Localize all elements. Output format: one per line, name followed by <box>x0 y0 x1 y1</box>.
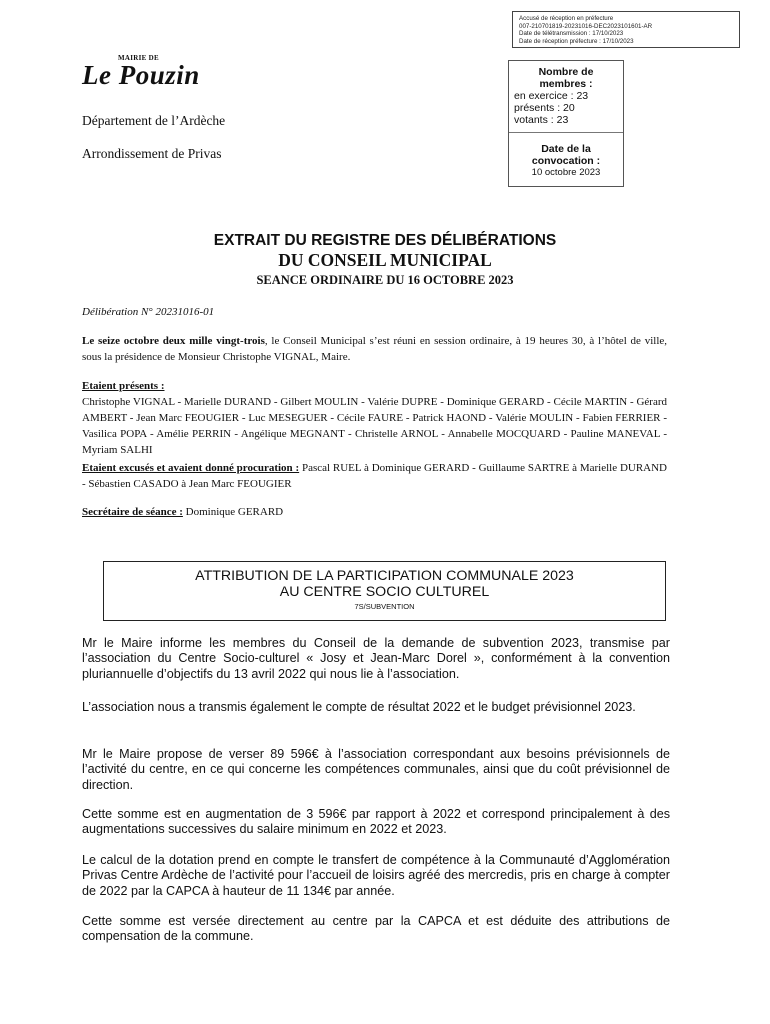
department: Département de l’Ardèche <box>82 113 226 128</box>
logo-mairie-label: MAIRIE DE <box>118 54 160 62</box>
excuses-names: Pascal RUEL à Dominique GERARD - Guillaume SARTRE à Marielle DURAND - Sébastien CASADO à Jean Marc FEOUGIER <box>82 462 667 490</box>
convocation-date: 10 octobre 2023 <box>531 167 601 178</box>
members-en-exercice: en exercice : 23 <box>514 90 589 102</box>
secretaire-paragraph <box>82 504 667 520</box>
council-title: DU CONSEIL MUNICIPAL <box>278 250 492 270</box>
intro-text: , le Conseil Municipal s’est réuni en session ordinaire, à 19 heures 30, à l’hôtel de ville, sous la présidence de Monsieur Christophe VIGNAL, Maire. <box>82 335 668 363</box>
logo-name: Le Pouzin <box>82 60 200 90</box>
members-title: Nombre de membres : <box>538 66 594 90</box>
receipt-line: Date de réception préfecture : 17/10/2023 <box>519 37 634 45</box>
members-votants: votants : 23 <box>514 114 569 126</box>
convocation-title: Date de la convocation : <box>531 143 601 167</box>
subject-line-1: ATTRIBUTION DE LA PARTICIPATION COMMUNALE 2023 <box>195 568 574 584</box>
receipt-line: Date de télétransmission : 17/10/2023 <box>519 30 624 37</box>
presents-label: Etaient présents : <box>82 380 165 392</box>
intro-paragraph <box>82 333 667 365</box>
arrondissement: Arrondissement de Privas <box>82 146 222 161</box>
secretaire-name: Dominique GERARD <box>182 506 284 518</box>
subject-code: 7S/SUBVENTION <box>354 602 415 611</box>
receipt-line: Accusé de réception en préfecture <box>519 15 614 22</box>
excuses-label: Etaient excusés et avaient donné procuration : <box>82 462 300 474</box>
body-paragraph-1: Mr le Maire informe les membres du Conseil de la demande de subvention 2023, transmise par l’association du Centre Socio-culturel « Josy et Jean-Marc Dorel », conformément à la convention pluriannuelle d’objectifs du 13 avril 2022 qui nous lie à l’association. <box>82 636 670 681</box>
intro-date: Le seize octobre deux mille vingt-trois <box>82 335 265 347</box>
session-title: SEANCE ORDINAIRE DU 16 OCTOBRE 2023 <box>256 273 514 287</box>
receipt-line: 007-210701819-20231016-DEC2023101601-AR <box>519 22 653 30</box>
body-paragraph-5: Le calcul de la dotation prend en compte le transfert de compétence à la Communauté d’Agglomération Privas Centre Ardèche de l’activité pour l’accueil de loisirs agréé des mercredis, pris en charge à compter de 2022 par la CAPCA à hauteur de 11 134€ par année. <box>82 853 670 898</box>
presents-names: Christophe VIGNAL - Marielle DURAND - Gilbert MOULIN - Valérie DUPRE - Dominique GERARD - Cécile MARTIN - Gérard AMBERT - Jean Marc FEOUGIER - Luc MESEGUER - Cécile FAURE - Patrick HAOND - Valérie MOULIN - Fabien FERRIER - Vasilica POPA - Amélie PERRIN - Angélique MEGNANT - Christelle ARNOL - Annabelle MOCQUARD - Pauline MANEVAL - Myriam SALHI <box>82 396 667 456</box>
excuses-paragraph <box>82 460 667 492</box>
body-paragraph-2: L’association nous a transmis également le compte de résultat 2022 et le budget prévisionnel 2023. <box>82 700 636 714</box>
secretaire-label: Secrétaire de séance : <box>82 506 183 518</box>
receipt-stamp <box>512 11 740 48</box>
register-title: EXTRAIT DU REGISTRE DES DÉLIBÉRATIONS <box>213 232 557 249</box>
members-box <box>508 60 624 187</box>
body-paragraph-4: Cette somme est en augmentation de 3 596€ par rapport à 2022 et correspond principalement à des augmentations successives du salaire minimum en 2022 et 2023. <box>82 807 670 837</box>
mairie-logo <box>82 50 222 100</box>
deliberation-number: Délibération N° 20231016-01 <box>82 306 215 318</box>
body-paragraph-6: Cette somme est versée directement au centre par la CAPCA et est déduite des attributions de compensation de la commune. <box>82 914 670 944</box>
members-divider <box>509 132 623 133</box>
subject-box <box>103 561 666 621</box>
presents-paragraph <box>82 378 667 458</box>
body-paragraph-3: Mr le Maire propose de verser 89 596€ à l’association correspondant aux besoins prévisionnels de l’activité du centre, en ce qui concerne les compétences communales, ainsi que du coût prévisionnel de direction. <box>82 747 670 792</box>
subject-line-2: AU CENTRE SOCIO CULTUREL <box>279 584 490 600</box>
members-presents: présents : 20 <box>514 102 575 114</box>
